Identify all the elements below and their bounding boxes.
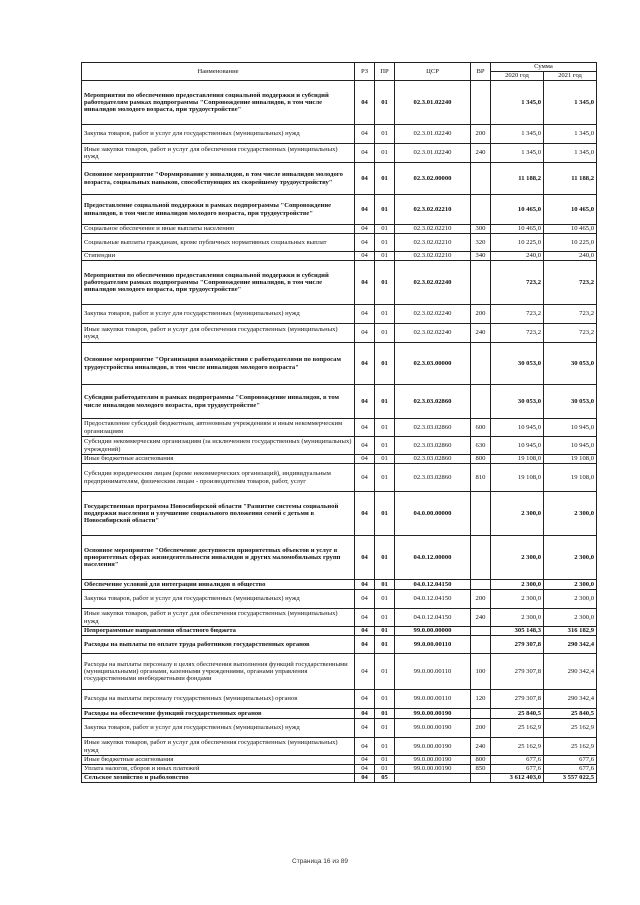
cell-name: Основное мероприятие "Организация взаимодействия с работодателями по вопросам трудоустройства инвалидов, в том числе инвалидов молодого возраста" bbox=[82, 343, 355, 385]
cell-sum-2020: 10 465,0 bbox=[491, 195, 544, 225]
cell-pr: 01 bbox=[375, 580, 395, 590]
table-row bbox=[82, 163, 597, 195]
cell-rz: 04 bbox=[355, 261, 375, 305]
cell-rz: 04 bbox=[355, 343, 375, 385]
cell-csr bbox=[395, 774, 471, 783]
cell-vr: 240 bbox=[471, 144, 491, 163]
cell-sum-2020: 240,0 bbox=[491, 252, 544, 261]
cell-sum-2020: 723,2 bbox=[491, 261, 544, 305]
cell-pr: 01 bbox=[375, 324, 395, 343]
cell-sum-2020: 10 225,0 bbox=[491, 234, 544, 252]
cell-sum-2021: 30 053,0 bbox=[544, 343, 597, 385]
cell-csr: 02.3.03.02860 bbox=[395, 464, 471, 492]
table-body bbox=[82, 81, 597, 783]
cell-rz: 04 bbox=[355, 536, 375, 580]
cell-sum-2021: 677,6 bbox=[544, 756, 597, 765]
cell-pr: 01 bbox=[375, 627, 395, 636]
cell-sum-2020: 19 108,0 bbox=[491, 455, 544, 464]
table-row bbox=[82, 125, 597, 144]
cell-csr: 02.3.01.02240 bbox=[395, 125, 471, 144]
cell-sum-2021: 723,2 bbox=[544, 261, 597, 305]
header-csr: ЦСР bbox=[395, 63, 471, 81]
cell-name: Закупка товаров, работ и услуг для государственных (муниципальных) нужд bbox=[82, 305, 355, 324]
cell-name: Социальные выплаты гражданам, кроме публичных нормативных социальных выплат bbox=[82, 234, 355, 252]
cell-sum-2020: 2 300,0 bbox=[491, 609, 544, 627]
table-row bbox=[82, 654, 597, 690]
cell-vr: 850 bbox=[471, 765, 491, 774]
budget-table bbox=[81, 62, 597, 783]
cell-rz: 04 bbox=[355, 464, 375, 492]
table-row bbox=[82, 609, 597, 627]
cell-name: Государственная программа Новосибирской области "Развитие системы социальной поддержки населения и улучшение социального положения семей с детьми в Новосибирской области" bbox=[82, 492, 355, 536]
cell-vr: 300 bbox=[471, 225, 491, 234]
cell-sum-2021: 10 225,0 bbox=[544, 234, 597, 252]
cell-pr: 01 bbox=[375, 125, 395, 144]
cell-name: Расходы на выплаты персоналу государственных (муниципальных) органов bbox=[82, 690, 355, 709]
cell-sum-2020: 1 345,0 bbox=[491, 144, 544, 163]
cell-sum-2021: 2 300,0 bbox=[544, 492, 597, 536]
cell-sum-2020: 1 345,0 bbox=[491, 81, 544, 125]
cell-csr: 99.0.00.00190 bbox=[395, 709, 471, 719]
table-row bbox=[82, 195, 597, 225]
table-row bbox=[82, 437, 597, 455]
table-row bbox=[82, 536, 597, 580]
cell-vr: 800 bbox=[471, 455, 491, 464]
cell-sum-2021: 677,6 bbox=[544, 765, 597, 774]
cell-pr: 01 bbox=[375, 690, 395, 709]
cell-sum-2020: 30 053,0 bbox=[491, 343, 544, 385]
cell-rz: 04 bbox=[355, 636, 375, 654]
cell-vr bbox=[471, 709, 491, 719]
cell-sum-2021: 10 945,0 bbox=[544, 419, 597, 437]
cell-sum-2021: 290 342,4 bbox=[544, 654, 597, 690]
cell-name: Непрограммные направления областного бюджета bbox=[82, 627, 355, 636]
cell-csr: 99.0.00.00000 bbox=[395, 627, 471, 636]
cell-sum-2021: 10 945,0 bbox=[544, 437, 597, 455]
cell-name: Основное мероприятие "Формирование у инвалидов, в том числе инвалидов молодого возраста, социальных навыков, способствующих их скорейшему трудоустройству" bbox=[82, 163, 355, 195]
cell-pr: 01 bbox=[375, 81, 395, 125]
table-row bbox=[82, 455, 597, 464]
cell-vr bbox=[471, 774, 491, 783]
cell-name: Расходы на выплаты персоналу в целях обеспечения выполнения функций государственными (муниципальными) органами, казенными учреждениями, органами управления государственными внебюджетными фондами bbox=[82, 654, 355, 690]
table-row bbox=[82, 144, 597, 163]
table-row bbox=[82, 305, 597, 324]
cell-sum-2021: 1 345,0 bbox=[544, 81, 597, 125]
table-row bbox=[82, 343, 597, 385]
table-row bbox=[82, 774, 597, 783]
table-row bbox=[82, 225, 597, 234]
cell-sum-2020: 25 162,9 bbox=[491, 719, 544, 738]
cell-sum-2020: 25 162,9 bbox=[491, 738, 544, 756]
cell-sum-2021: 25 840,5 bbox=[544, 709, 597, 719]
cell-vr bbox=[471, 261, 491, 305]
cell-name: Субсидии работодателям в рамках подпрограммы "Сопровождение инвалидов, в том числе инвалидов молодого возраста, при трудоустройстве" bbox=[82, 385, 355, 419]
cell-vr bbox=[471, 81, 491, 125]
cell-vr bbox=[471, 536, 491, 580]
cell-vr bbox=[471, 343, 491, 385]
cell-name: Стипендии bbox=[82, 252, 355, 261]
cell-name: Иные закупки товаров, работ и услуг для обеспечения государственных (муниципальных) нужд bbox=[82, 144, 355, 163]
cell-sum-2021: 10 465,0 bbox=[544, 195, 597, 225]
cell-vr bbox=[471, 627, 491, 636]
cell-pr: 01 bbox=[375, 709, 395, 719]
cell-rz: 04 bbox=[355, 774, 375, 783]
cell-pr: 01 bbox=[375, 609, 395, 627]
cell-sum-2020: 30 053,0 bbox=[491, 385, 544, 419]
cell-sum-2021: 2 300,0 bbox=[544, 609, 597, 627]
cell-vr bbox=[471, 580, 491, 590]
cell-name: Закупка товаров, работ и услуг для государственных (муниципальных) нужд bbox=[82, 590, 355, 609]
cell-csr: 99.0.00.00110 bbox=[395, 636, 471, 654]
cell-name: Закупка товаров, работ и услуг для государственных (муниципальных) нужд bbox=[82, 125, 355, 144]
cell-pr: 01 bbox=[375, 492, 395, 536]
header-year-2020: 2020 год bbox=[491, 72, 544, 81]
cell-rz: 04 bbox=[355, 252, 375, 261]
cell-sum-2020: 11 188,2 bbox=[491, 163, 544, 195]
cell-name: Субсидии юридическим лицам (кроме некоммерческих организаций), индивидуальным предпринимателям, физическим лицам - производителям товаров, работ, услуг bbox=[82, 464, 355, 492]
table-row bbox=[82, 580, 597, 590]
cell-rz: 04 bbox=[355, 163, 375, 195]
cell-sum-2021: 2 300,0 bbox=[544, 536, 597, 580]
cell-vr: 240 bbox=[471, 609, 491, 627]
cell-csr: 02.3.02.02210 bbox=[395, 195, 471, 225]
cell-csr: 04.0.12.00000 bbox=[395, 536, 471, 580]
cell-sum-2021: 25 162,9 bbox=[544, 719, 597, 738]
header-pr: ПР bbox=[375, 63, 395, 81]
table-row bbox=[82, 719, 597, 738]
cell-vr bbox=[471, 163, 491, 195]
cell-sum-2021: 240,0 bbox=[544, 252, 597, 261]
cell-csr: 02.3.01.02240 bbox=[395, 81, 471, 125]
cell-name: Субсидии некоммерческим организациям (за исключением государственных (муниципальных) учреждений) bbox=[82, 437, 355, 455]
cell-rz: 04 bbox=[355, 234, 375, 252]
cell-sum-2021: 3 557 022,5 bbox=[544, 774, 597, 783]
cell-rz: 04 bbox=[355, 738, 375, 756]
cell-vr: 200 bbox=[471, 125, 491, 144]
cell-rz: 04 bbox=[355, 709, 375, 719]
cell-sum-2020: 279 307,8 bbox=[491, 690, 544, 709]
header-rz: РЗ bbox=[355, 63, 375, 81]
cell-sum-2020: 2 300,0 bbox=[491, 492, 544, 536]
cell-csr: 04.0.12.04150 bbox=[395, 609, 471, 627]
cell-name: Социальное обеспечение и иные выплаты населению bbox=[82, 225, 355, 234]
table-row bbox=[82, 261, 597, 305]
cell-sum-2020: 677,6 bbox=[491, 765, 544, 774]
cell-pr: 01 bbox=[375, 343, 395, 385]
cell-rz: 04 bbox=[355, 305, 375, 324]
cell-csr: 02.3.02.02210 bbox=[395, 234, 471, 252]
cell-rz: 04 bbox=[355, 654, 375, 690]
header-vr: ВР bbox=[471, 63, 491, 81]
cell-rz: 04 bbox=[355, 756, 375, 765]
table-row bbox=[82, 252, 597, 261]
table-row bbox=[82, 756, 597, 765]
cell-sum-2020: 677,6 bbox=[491, 756, 544, 765]
cell-name: Иные закупки товаров, работ и услуг для обеспечения государственных (муниципальных) нужд bbox=[82, 738, 355, 756]
cell-sum-2020: 3 612 403,0 bbox=[491, 774, 544, 783]
cell-vr bbox=[471, 385, 491, 419]
table-row bbox=[82, 464, 597, 492]
cell-vr: 200 bbox=[471, 590, 491, 609]
cell-name: Мероприятия по обеспечению предоставления социальной поддержки и субсидий работодателям рамках подпрограммы "Сопровождение инвалидов, в том числе инвалидов молодого возраста, при трудоустройстве" bbox=[82, 81, 355, 125]
cell-sum-2020: 279 307,8 bbox=[491, 654, 544, 690]
cell-pr: 01 bbox=[375, 719, 395, 738]
cell-sum-2021: 723,2 bbox=[544, 305, 597, 324]
page-number: Страница 16 из 89 bbox=[292, 858, 348, 865]
cell-pr: 01 bbox=[375, 163, 395, 195]
cell-name: Сельское хозяйство и рыболовство bbox=[82, 774, 355, 783]
cell-pr: 05 bbox=[375, 774, 395, 783]
cell-sum-2021: 19 108,0 bbox=[544, 455, 597, 464]
cell-csr: 02.3.02.02240 bbox=[395, 261, 471, 305]
cell-pr: 01 bbox=[375, 536, 395, 580]
cell-csr: 99.0.00.00110 bbox=[395, 690, 471, 709]
cell-sum-2021: 316 182,9 bbox=[544, 627, 597, 636]
cell-sum-2021: 723,2 bbox=[544, 324, 597, 343]
cell-sum-2021: 25 162,9 bbox=[544, 738, 597, 756]
cell-sum-2020: 25 840,5 bbox=[491, 709, 544, 719]
cell-csr: 99.0.00.00190 bbox=[395, 738, 471, 756]
cell-csr: 99.0.00.00190 bbox=[395, 719, 471, 738]
cell-csr: 99.0.00.00190 bbox=[395, 765, 471, 774]
cell-name: Обеспечение условий для интеграции инвалидов в общество bbox=[82, 580, 355, 590]
cell-csr: 02.3.02.02210 bbox=[395, 225, 471, 234]
cell-pr: 01 bbox=[375, 636, 395, 654]
cell-name: Иные бюджетные ассигнования bbox=[82, 756, 355, 765]
cell-sum-2020: 2 300,0 bbox=[491, 580, 544, 590]
cell-vr bbox=[471, 195, 491, 225]
table-row bbox=[82, 385, 597, 419]
cell-sum-2020: 1 345,0 bbox=[491, 125, 544, 144]
cell-vr: 600 bbox=[471, 419, 491, 437]
cell-name: Мероприятия по обеспечению предоставления социальной поддержки и субсидий работодателям рамках подпрограммы "Сопровождение инвалидов, в том числе инвалидов молодого возраста, при трудоустройстве" bbox=[82, 261, 355, 305]
cell-vr: 240 bbox=[471, 738, 491, 756]
header-sum: Сумма bbox=[491, 63, 597, 72]
header-name: Наименование bbox=[82, 63, 355, 81]
cell-sum-2020: 10 465,0 bbox=[491, 225, 544, 234]
cell-rz: 04 bbox=[355, 580, 375, 590]
cell-vr: 120 bbox=[471, 690, 491, 709]
cell-sum-2021: 10 465,0 bbox=[544, 225, 597, 234]
cell-name: Основное мероприятие "Обеспечение доступности приоритетных объектов и услуг в приоритетных сферах жизнедеятельности инвалидов и других маломобильных групп населения" bbox=[82, 536, 355, 580]
cell-rz: 04 bbox=[355, 627, 375, 636]
cell-csr: 02.3.03.02860 bbox=[395, 455, 471, 464]
cell-name: Иные бюджетные ассигнования bbox=[82, 455, 355, 464]
cell-csr: 02.3.03.02860 bbox=[395, 419, 471, 437]
cell-sum-2020: 305 148,3 bbox=[491, 627, 544, 636]
cell-rz: 04 bbox=[355, 719, 375, 738]
cell-sum-2020: 19 108,0 bbox=[491, 464, 544, 492]
cell-pr: 01 bbox=[375, 738, 395, 756]
cell-vr: 240 bbox=[471, 324, 491, 343]
cell-sum-2021: 290 342,4 bbox=[544, 690, 597, 709]
cell-pr: 01 bbox=[375, 261, 395, 305]
cell-pr: 01 bbox=[375, 654, 395, 690]
cell-sum-2021: 1 345,0 bbox=[544, 125, 597, 144]
cell-csr: 99.0.00.00190 bbox=[395, 756, 471, 765]
table-row bbox=[82, 234, 597, 252]
cell-csr: 02.3.03.02860 bbox=[395, 437, 471, 455]
cell-sum-2021: 2 300,0 bbox=[544, 580, 597, 590]
cell-sum-2021: 290 342,4 bbox=[544, 636, 597, 654]
cell-vr bbox=[471, 492, 491, 536]
cell-rz: 04 bbox=[355, 609, 375, 627]
cell-name: Иные закупки товаров, работ и услуг для обеспечения государственных (муниципальных) нужд bbox=[82, 609, 355, 627]
cell-sum-2020: 2 300,0 bbox=[491, 536, 544, 580]
table-row bbox=[82, 324, 597, 343]
cell-sum-2021: 30 053,0 bbox=[544, 385, 597, 419]
cell-rz: 04 bbox=[355, 492, 375, 536]
cell-pr: 01 bbox=[375, 590, 395, 609]
cell-vr: 200 bbox=[471, 305, 491, 324]
cell-vr: 800 bbox=[471, 756, 491, 765]
cell-sum-2020: 2 300,0 bbox=[491, 590, 544, 609]
cell-rz: 04 bbox=[355, 225, 375, 234]
cell-pr: 01 bbox=[375, 305, 395, 324]
cell-pr: 01 bbox=[375, 464, 395, 492]
cell-pr: 01 bbox=[375, 234, 395, 252]
table-row bbox=[82, 738, 597, 756]
cell-rz: 04 bbox=[355, 419, 375, 437]
table-row bbox=[82, 627, 597, 636]
cell-name: Закупка товаров, работ и услуг для государственных (муниципальных) нужд bbox=[82, 719, 355, 738]
cell-vr: 100 bbox=[471, 654, 491, 690]
table-row bbox=[82, 765, 597, 774]
cell-rz: 04 bbox=[355, 765, 375, 774]
cell-pr: 01 bbox=[375, 195, 395, 225]
header-year-2021: 2021 год bbox=[544, 72, 597, 81]
cell-csr: 02.3.03.02860 bbox=[395, 385, 471, 419]
cell-rz: 04 bbox=[355, 125, 375, 144]
cell-sum-2021: 2 300,0 bbox=[544, 590, 597, 609]
cell-rz: 04 bbox=[355, 590, 375, 609]
cell-name: Иные закупки товаров, работ и услуг для обеспечения государственных (муниципальных) нужд bbox=[82, 324, 355, 343]
cell-sum-2021: 19 108,0 bbox=[544, 464, 597, 492]
cell-csr: 02.3.02.00000 bbox=[395, 163, 471, 195]
cell-csr: 02.3.02.02240 bbox=[395, 305, 471, 324]
cell-pr: 01 bbox=[375, 225, 395, 234]
cell-pr: 01 bbox=[375, 437, 395, 455]
cell-name: Предоставление субсидий бюджетным, автономным учреждениям и иным некоммерческим организациям bbox=[82, 419, 355, 437]
cell-pr: 01 bbox=[375, 252, 395, 261]
cell-vr: 340 bbox=[471, 252, 491, 261]
cell-sum-2020: 10 945,0 bbox=[491, 437, 544, 455]
cell-sum-2020: 723,2 bbox=[491, 324, 544, 343]
cell-pr: 01 bbox=[375, 765, 395, 774]
cell-sum-2021: 11 188,2 bbox=[544, 163, 597, 195]
cell-csr: 02.3.03.00000 bbox=[395, 343, 471, 385]
cell-csr: 04.0.12.04150 bbox=[395, 580, 471, 590]
cell-pr: 01 bbox=[375, 385, 395, 419]
cell-rz: 04 bbox=[355, 195, 375, 225]
cell-vr: 320 bbox=[471, 234, 491, 252]
cell-rz: 04 bbox=[355, 144, 375, 163]
cell-pr: 01 bbox=[375, 419, 395, 437]
table-row bbox=[82, 419, 597, 437]
table-row bbox=[82, 492, 597, 536]
cell-sum-2020: 279 307,8 bbox=[491, 636, 544, 654]
table-row bbox=[82, 636, 597, 654]
cell-rz: 04 bbox=[355, 324, 375, 343]
cell-rz: 04 bbox=[355, 81, 375, 125]
table-row bbox=[82, 590, 597, 609]
cell-rz: 04 bbox=[355, 690, 375, 709]
cell-vr: 810 bbox=[471, 464, 491, 492]
cell-vr bbox=[471, 636, 491, 654]
cell-name: Расходы на выплаты по оплате труда работников государственных органов bbox=[82, 636, 355, 654]
cell-pr: 01 bbox=[375, 144, 395, 163]
cell-rz: 04 bbox=[355, 455, 375, 464]
cell-name: Уплата налогов, сборов и иных платежей bbox=[82, 765, 355, 774]
cell-vr: 630 bbox=[471, 437, 491, 455]
cell-csr: 02.3.02.02240 bbox=[395, 324, 471, 343]
cell-sum-2021: 1 345,0 bbox=[544, 144, 597, 163]
cell-csr: 02.3.02.02210 bbox=[395, 252, 471, 261]
cell-csr: 99.0.00.00110 bbox=[395, 654, 471, 690]
cell-vr: 200 bbox=[471, 719, 491, 738]
table-row bbox=[82, 81, 597, 125]
table-row bbox=[82, 709, 597, 719]
cell-sum-2020: 10 945,0 bbox=[491, 419, 544, 437]
cell-csr: 04.0.00.00000 bbox=[395, 492, 471, 536]
cell-rz: 04 bbox=[355, 437, 375, 455]
table-row bbox=[82, 690, 597, 709]
cell-csr: 04.0.12.04150 bbox=[395, 590, 471, 609]
cell-sum-2020: 723,2 bbox=[491, 305, 544, 324]
cell-rz: 04 bbox=[355, 385, 375, 419]
cell-name: Расходы на обеспечение функций государственных органов bbox=[82, 709, 355, 719]
cell-name: Предоставление социальной поддержки в рамках подпрограммы "Сопровождение инвалидов, в том числе инвалидов молодого возраста, при трудоустройстве" bbox=[82, 195, 355, 225]
cell-pr: 01 bbox=[375, 455, 395, 464]
cell-pr: 01 bbox=[375, 756, 395, 765]
cell-csr: 02.3.01.02240 bbox=[395, 144, 471, 163]
